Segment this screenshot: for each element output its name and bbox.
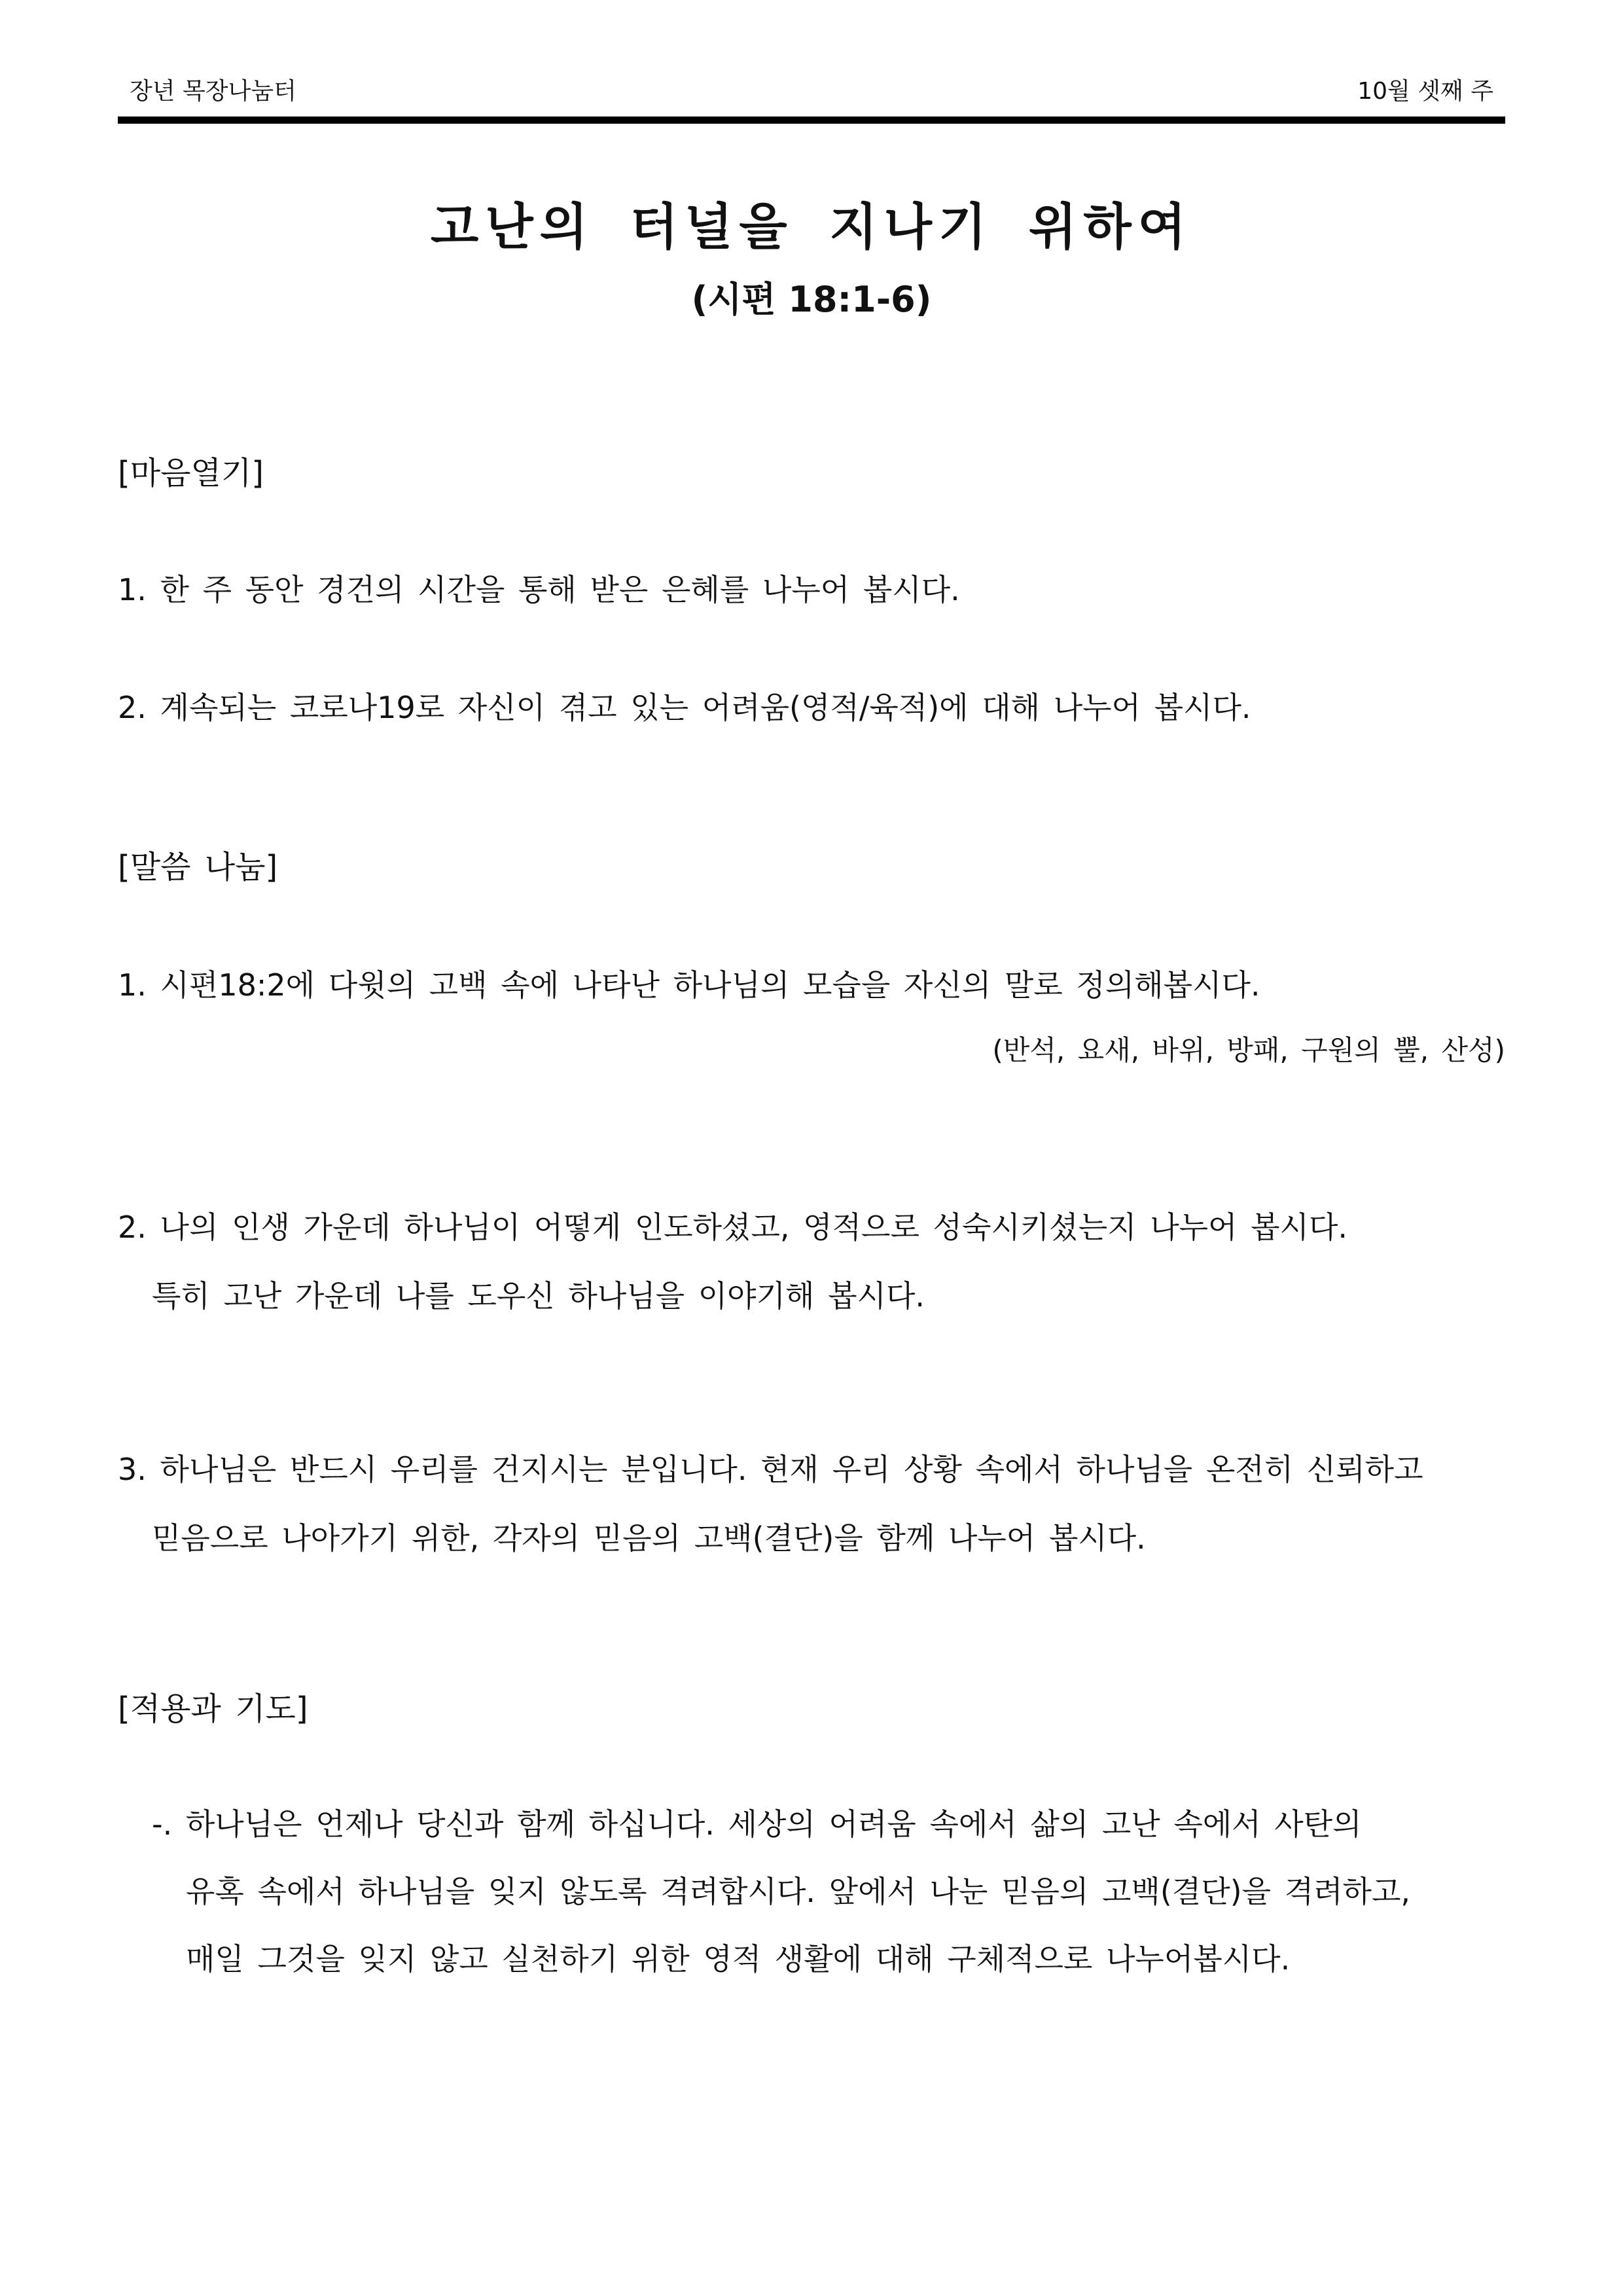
sermon-title: 고난의 터널을 지나기 위하여 [430,198,1193,256]
word-question-2-line-1: 2. 나의 인생 가운데 하나님이 어떻게 인도하셨고, 영적으로 성숙시키셨는지 나누어 봅시다. [118,1210,1348,1245]
opening-question-2: 2. 계속되는 코로나19로 자신이 겪고 있는 어려움(영적/육적)에 대해 나누어 봅시다. [118,690,1251,725]
word-question-1: 1. 시편18:2에 다윗의 고백 속에 나타난 하나님의 모습을 자신의 말로 정의해봅시다. [118,967,1260,1003]
word-question-3-line-1: 3. 하나님은 반드시 우리를 건지시는 분입니다. 현재 우리 상황 속에서 하나님을 온전히 신뢰하고 [118,1452,1423,1487]
section-heading-application: [적용과 기도] [118,1691,308,1727]
word-question-1-hint: (반석, 요새, 바위, 방패, 구원의 뿔, 산성) [992,1034,1505,1066]
word-question-3-line-2: 믿음으로 나아가기 위한, 각자의 믿음의 고백(결단)을 함께 나누어 봅시다. [152,1520,1146,1556]
week-label: 10월 셋째 주 [1357,78,1493,105]
opening-question-1: 1. 한 주 동안 경건의 시간을 통해 받은 은혜를 나누어 봅시다. [118,572,960,607]
scripture-reference: (시편 18:1-6) [691,279,932,320]
application-line-3: 매일 그것을 잊지 않고 실천하기 위한 영적 생활에 대해 구체적으로 나누어봅시다. [186,1941,1291,1977]
application-line-2: 유혹 속에서 하나님을 잊지 않도록 격려합시다. 앞에서 나눈 믿음의 고백(결단)을 격려하고, [186,1874,1411,1909]
header-divider [118,117,1505,124]
application-line-1: -. 하나님은 언제나 당신과 함께 하십니다. 세상의 어려움 속에서 삶의 고난 속에서 사탄의 [152,1806,1362,1842]
section-heading-word: [말씀 나눔] [118,849,278,886]
page-header [118,72,1505,111]
group-name: 장년 목장나눔터 [130,78,296,105]
word-question-2-line-2: 특히 고난 가운데 나를 도우신 하나님을 이야기해 봅시다. [152,1278,925,1314]
section-heading-opening: [마음열기] [118,455,264,492]
